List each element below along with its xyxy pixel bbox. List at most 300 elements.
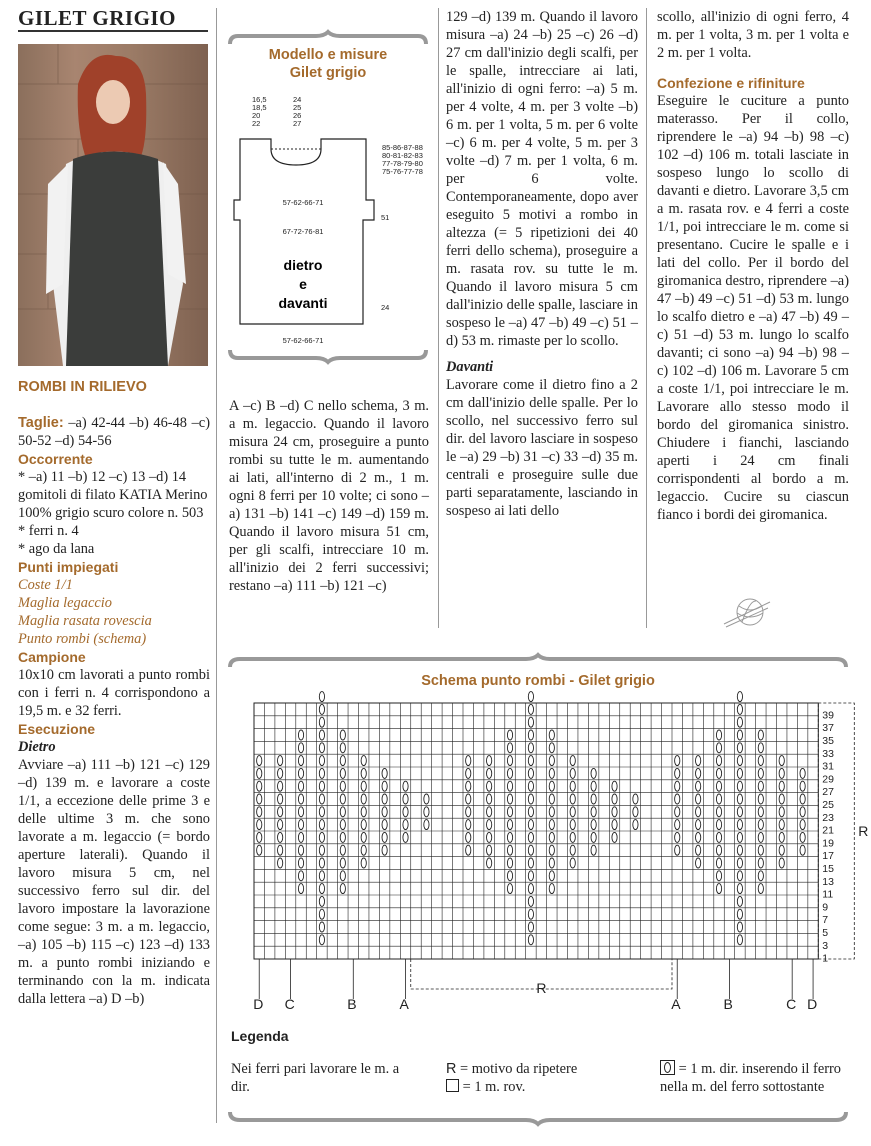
legend-head: Legenda <box>231 1028 289 1044</box>
oval-stitch <box>549 832 554 842</box>
oval-stitch <box>319 845 324 855</box>
oval-stitch <box>737 692 742 702</box>
oval-stitch <box>319 871 324 881</box>
campione-text: 10x10 cm lavorati a punto rombi con i ferri n. 4 corrispondono a 19,5 m. e 32 ferri. <box>18 667 210 719</box>
oval-stitch <box>675 832 680 842</box>
row-label: 31 <box>822 760 834 773</box>
oval-stitch <box>737 768 742 778</box>
oval-stitch <box>528 922 533 932</box>
oval-stitch <box>570 756 575 766</box>
oval-stitch <box>758 845 763 855</box>
oval-stitch <box>319 935 324 945</box>
row-label: 37 <box>822 722 834 735</box>
oval-stitch <box>278 794 283 804</box>
oval-stitch <box>319 832 324 842</box>
oval-stitch <box>779 794 784 804</box>
oval-stitch <box>716 807 721 817</box>
oval-stitch <box>340 820 345 830</box>
stitch-chart <box>232 698 869 1020</box>
model-photo <box>18 44 208 366</box>
oval-stitch <box>591 807 596 817</box>
oval-text: = 1 m. dir. inserendo il ferro nella m. del ferro sottostante <box>660 1061 841 1095</box>
oval-stitch <box>487 756 492 766</box>
row-label: 3 <box>822 939 829 952</box>
oval-stitch <box>257 756 262 766</box>
shoulder-measure: 77-78-79-80 <box>382 159 423 168</box>
oval-stitch <box>528 807 533 817</box>
oval-stitch <box>257 832 262 842</box>
oval-stitch <box>466 781 471 791</box>
oval-stitch <box>487 820 492 830</box>
oval-stitch <box>487 858 492 868</box>
oval-stitch <box>424 794 429 804</box>
oval-stitch <box>591 845 596 855</box>
oval-stitch <box>466 845 471 855</box>
oval-stitch <box>278 820 283 830</box>
oval-stitch <box>549 884 554 894</box>
legend-text: Nei ferri pari lavorare le m. a dir. <box>231 1061 400 1095</box>
oval-stitch <box>696 768 701 778</box>
oval-stitch <box>570 807 575 817</box>
punti-item: Maglia legaccio <box>18 595 112 611</box>
oval-stitch <box>278 768 283 778</box>
oval-stitch <box>298 845 303 855</box>
oval-stitch <box>528 768 533 778</box>
oval-stitch <box>466 768 471 778</box>
oval-stitch <box>549 820 554 830</box>
legend-repeat <box>446 1060 646 1078</box>
oval-stitch <box>257 768 262 778</box>
oval-stitch <box>716 884 721 894</box>
oval-stitch <box>340 845 345 855</box>
oval-stitch <box>528 794 533 804</box>
oval-stitch <box>507 768 512 778</box>
oval-stitch <box>403 794 408 804</box>
oval-stitch <box>528 896 533 906</box>
oval-stitch <box>696 807 701 817</box>
piece-label-2: e <box>299 276 307 292</box>
oval-stitch <box>528 909 533 919</box>
oval-stitch <box>758 794 763 804</box>
oval-stitch <box>737 922 742 932</box>
oval-stitch <box>319 807 324 817</box>
oval-stitch <box>361 832 366 842</box>
oval-stitch <box>361 845 366 855</box>
oval-stitch <box>382 794 387 804</box>
oval-stitch <box>591 832 596 842</box>
oval-stitch <box>257 794 262 804</box>
oval-stitch <box>570 832 575 842</box>
oval-stitch <box>466 832 471 842</box>
oval-stitch <box>737 884 742 894</box>
davanti-head: Davanti <box>446 359 494 375</box>
column-2-text: A –c) B –d) C nello schema, 3 m. a m. legaccio. Quando il lavoro misura 24 cm, proseguire a punto rombi su tutte le m. aumentando ai lati, all'interno di 2 m., 1 m. ogni 8 ferri per 10 volte; ci sono –a) 131 –b) 141 –c) 149 –d) 159 m. Quando il lavoro misura 51 cm, per gli scalfi, intrecciare 10 m. all'inizio dei 2 ferri successivi; restano –a) 111 –b) 121 –c) <box>229 398 429 594</box>
neck-measure-a: 20 <box>252 111 261 120</box>
row-label: 17 <box>822 850 834 863</box>
oval-stitch <box>298 756 303 766</box>
rov-text: = 1 m. rov. <box>462 1079 526 1095</box>
row-label: 7 <box>822 914 829 927</box>
oval-stitch <box>737 781 742 791</box>
oval-stitch <box>466 820 471 830</box>
oval-stitch <box>737 845 742 855</box>
oval-stitch <box>507 781 512 791</box>
oval-stitch <box>716 756 721 766</box>
oval-stitch <box>758 768 763 778</box>
oval-stitch <box>737 807 742 817</box>
oval-stitch <box>298 730 303 740</box>
oval-stitch <box>716 871 721 881</box>
piece-label-1: dietro <box>283 257 323 273</box>
neck-measure-a: 18,5 <box>252 103 267 112</box>
oval-stitch <box>737 896 742 906</box>
oval-stitch <box>257 807 262 817</box>
oval-stitch <box>779 781 784 791</box>
oval-stitch <box>319 717 324 727</box>
oval-stitch <box>528 692 533 702</box>
oval-stitch <box>528 845 533 855</box>
oval-stitch <box>507 820 512 830</box>
dietro-head: Dietro <box>18 739 56 755</box>
row-label: 5 <box>822 927 829 939</box>
oval-stitch <box>403 807 408 817</box>
oval-stitch <box>528 781 533 791</box>
oval-stitch <box>737 935 742 945</box>
oval-stitch <box>298 858 303 868</box>
oval-stitch <box>382 781 387 791</box>
row-label: 33 <box>822 747 834 760</box>
oval-stitch <box>340 794 345 804</box>
oval-stitch <box>507 884 512 894</box>
oval-stitch <box>737 756 742 766</box>
oval-stitch <box>696 832 701 842</box>
oval-stitch <box>758 781 763 791</box>
punti-item: Maglia rasata rovescia <box>18 613 152 629</box>
oval-stitch <box>758 743 763 753</box>
column-letter: A <box>399 996 409 1012</box>
oval-stitch <box>278 781 283 791</box>
oval-stitch <box>340 743 345 753</box>
oval-stitch <box>382 832 387 842</box>
oval-stitch <box>591 781 596 791</box>
bottom-brace <box>226 1110 850 1124</box>
col4-text: scollo, all'inizio di ogni ferro, 4 m. per 1 volta, 3 m. per 1 volta e 2 m. per 1 volta. <box>657 9 849 61</box>
oval-stitch <box>570 820 575 830</box>
page-title: GILET GRIGIO <box>18 6 176 30</box>
oval-stitch <box>278 858 283 868</box>
oval-stitch <box>800 807 805 817</box>
oval-stitch <box>361 807 366 817</box>
oval-stitch <box>528 858 533 868</box>
oval-stitch <box>696 794 701 804</box>
taglie-text: –a) 42-44 –b) 46-48 –c) 50-52 –d) 54-56 <box>18 415 210 449</box>
oval-stitch <box>528 756 533 766</box>
oval-stitch <box>340 832 345 842</box>
oval-stitch <box>340 768 345 778</box>
oval-stitch <box>278 756 283 766</box>
oval-stitch <box>549 858 554 868</box>
confezione-head: Confezione e rifiniture <box>657 75 805 91</box>
oval-stitch <box>319 768 324 778</box>
oval-stitch <box>570 768 575 778</box>
oval-stitch <box>528 743 533 753</box>
taglie-label: Taglie: <box>18 415 64 431</box>
empty-square-icon <box>446 1079 459 1092</box>
oval-stitch <box>675 794 680 804</box>
column-1 <box>18 378 210 1008</box>
oval-stitch <box>340 871 345 881</box>
oval-stitch <box>675 820 680 830</box>
oval-stitch <box>403 820 408 830</box>
oval-stitch <box>779 820 784 830</box>
oval-stitch <box>737 858 742 868</box>
oval-stitch <box>549 730 554 740</box>
column-letter: C <box>284 996 295 1012</box>
oval-stitch <box>298 807 303 817</box>
oval-stitch <box>507 794 512 804</box>
punti-head: Punti impiegati <box>18 559 119 575</box>
oval-stitch <box>507 756 512 766</box>
oval-stitch <box>382 768 387 778</box>
oval-stitch <box>487 768 492 778</box>
column-letter: C <box>786 996 797 1012</box>
oval-stitch <box>675 781 680 791</box>
oval-stitch <box>424 820 429 830</box>
oval-stitch <box>612 794 617 804</box>
oval-stitch <box>507 871 512 881</box>
oval-stitch <box>737 794 742 804</box>
oval-stitch <box>382 845 387 855</box>
oval-stitch <box>319 704 324 714</box>
oval-stitch <box>549 768 554 778</box>
height-24-label: 24 <box>381 303 390 312</box>
column-letter: A <box>671 996 681 1012</box>
col3-text: 129 –d) 139 m. Quando il lavoro misura –a) 24 –b) 25 –c) 26 –d) 27 cm dall'inizio degli scalfi, per le spalle, intrecciare ai lati, all'inizio di ogni ferro: –a) 5 m. per 4 volte, 4 m. per 3 volte –b) 6 m. per 1 volta, 5 m. per 6 volte –c) 6 m. per 4 volte, 5 m. per 3 volte –d) 7 m. per 1 volta, 6 m. per 6 volte. Contemporaneamente, dopo aver eseguito 5 motivi a rombo in altezza (= 5 ripetizioni dei 40 ferri dello schema), proseguire a m. rasata rov. su tutte le m. Quando il lavoro misura 5 cm dall'inizio delle spalle, lasciare in sospeso le –a) 47 –b) 49 –c) 51 –d) 53 m. rimaste per lo scollo. <box>446 9 638 349</box>
oval-stitch <box>716 730 721 740</box>
row-label: 23 <box>822 811 834 824</box>
oval-stitch <box>361 768 366 778</box>
oval-stitch <box>466 794 471 804</box>
model-box-subtitle: Gilet grigio <box>289 65 367 81</box>
oval-stitch <box>528 871 533 881</box>
oval-stitch <box>487 845 492 855</box>
oval-stitch <box>737 743 742 753</box>
shoulder-measure: 80-81-82-83 <box>382 151 423 160</box>
oval-stitch <box>340 884 345 894</box>
oval-stitch <box>758 756 763 766</box>
oval-stitch <box>716 832 721 842</box>
oval-stitch <box>779 756 784 766</box>
oval-stitch <box>298 884 303 894</box>
neck-measure-b: 26 <box>293 111 302 120</box>
oval-stitch <box>570 781 575 791</box>
campione-head: Campione <box>18 649 86 665</box>
oval-stitch <box>319 730 324 740</box>
oval-stitch <box>716 858 721 868</box>
oval-stitch <box>528 717 533 727</box>
oval-stitch <box>612 820 617 830</box>
punti-item: Coste 1/1 <box>18 577 73 593</box>
oval-stitch <box>424 807 429 817</box>
chart-title: Schema punto rombi - Gilet grigio <box>421 673 655 689</box>
row-label: 35 <box>822 735 834 747</box>
oval-stitch <box>737 704 742 714</box>
oval-stitch <box>528 704 533 714</box>
oval-stitch <box>487 794 492 804</box>
oval-stitch <box>675 845 680 855</box>
davanti-text: Lavorare come il dietro fino a 2 cm dall'inizio delle spalle. Per lo scollo, nel successivo ferro sul dir. del lavoro lasciare in sospeso le –a) 29 –b) 31 –c) 33 –d) 35 m. centrali e proseguire sulle due parti separatamente, lasciando in sospeso ai lati dello <box>446 377 638 519</box>
oval-stitch <box>675 807 680 817</box>
oval-stitch <box>340 781 345 791</box>
oval-stitch <box>758 832 763 842</box>
row-label: 27 <box>822 786 834 799</box>
oval-stitch <box>570 794 575 804</box>
oval-stitch <box>319 781 324 791</box>
width-mid-label: 67-72-76-81 <box>282 227 324 236</box>
oval-stitch <box>737 909 742 919</box>
oval-stitch <box>361 794 366 804</box>
oval-stitch <box>612 807 617 817</box>
oval-stitch <box>758 807 763 817</box>
box-bottom-brace <box>226 348 430 362</box>
stitch-name: ROMBI IN RILIEVO <box>18 379 147 395</box>
oval-stitch <box>549 743 554 753</box>
oval-stitch <box>319 820 324 830</box>
oval-stitch <box>298 832 303 842</box>
oval-stitch <box>257 820 262 830</box>
oval-stitch <box>716 794 721 804</box>
title-rule <box>18 30 208 32</box>
oval-stitch <box>549 807 554 817</box>
oval-stitch <box>298 768 303 778</box>
oval-stitch <box>549 756 554 766</box>
oval-stitch <box>549 794 554 804</box>
neck-measure-a: 22 <box>252 119 261 128</box>
oval-stitch <box>591 820 596 830</box>
oval-stitch <box>340 756 345 766</box>
oval-stitch <box>319 756 324 766</box>
repeat-text: = motivo da ripetere <box>460 1061 578 1077</box>
oval-stitch <box>528 820 533 830</box>
oval-stitch <box>298 871 303 881</box>
oval-stitch <box>633 794 638 804</box>
oval-stitch <box>737 717 742 727</box>
oval-stitch <box>549 781 554 791</box>
oval-stitch <box>507 807 512 817</box>
oval-stitch <box>507 743 512 753</box>
oval-stitch <box>340 730 345 740</box>
oval-stitch <box>549 845 554 855</box>
yarn-ball-icon <box>722 596 772 630</box>
oval-stitch <box>737 832 742 842</box>
model-box <box>226 32 430 362</box>
oval-stitch <box>466 756 471 766</box>
row-label: 21 <box>822 824 834 837</box>
column-4 <box>657 8 849 524</box>
repeat-span-label: R <box>536 980 547 996</box>
width-upper-label: 57-62-66-71 <box>282 198 324 207</box>
oval-stitch <box>696 756 701 766</box>
oval-stitch <box>570 845 575 855</box>
oval-stitch <box>528 832 533 842</box>
oval-stitch <box>633 820 638 830</box>
neck-measure-b: 24 <box>293 95 302 104</box>
oval-stitch <box>758 858 763 868</box>
legend-oval <box>660 1060 850 1096</box>
oval-stitch <box>696 845 701 855</box>
oval-stitch <box>319 909 324 919</box>
oval-stitch <box>487 832 492 842</box>
oval-stitch <box>298 820 303 830</box>
oval-stitch <box>466 807 471 817</box>
row-label: 29 <box>822 773 834 786</box>
confezione-text: Eseguire le cuciture a punto materasso. Per il collo, riprendere le –a) 94 –b) 98 –c) 102 –d) 106 m. totali lasciate in sospeso lungo lo scollo di davanti e dietro. Lavorare 3,5 cm a m. rasata rov. e 4 ferri a coste 1/1, poi intrecciare le m. come si presentano. Cucire le spalle e i lati del collo. Per il bordo del giromanica destro, riprendere –a) 47 –b) 49 –c) 51 –d) 53 m. lungo lo scalfo dietro e –a) 47 –b) 49 –c) 51 –d) 53 m. lungo lo scalfo davanti; ci sono –a) 94 –b) 98 –c) 102 –d) 106 m. Lavorare 5 cm a coste 1/1, poi intrecciare le m. Lavorare allo stesso modo il bordo del giromanica sinistro. Chiudere i fianchi, lasciando aperti i 24 cm finali corrispondenti al bordo a m. legaccio. Cucire su ciascun fianco i bordi dei giromanica. <box>657 93 849 523</box>
oval-stitch <box>737 730 742 740</box>
model-box-title: Modello e misure <box>268 47 388 63</box>
oval-stitch <box>361 756 366 766</box>
column-divider <box>216 8 217 1123</box>
neck-measure-b: 27 <box>293 119 302 128</box>
oval-stitch <box>361 858 366 868</box>
oval-stitch <box>758 820 763 830</box>
column-letter: D <box>253 996 264 1012</box>
oval-stitch <box>570 858 575 868</box>
oval-stitch <box>696 781 701 791</box>
dietro-text: Avviare –a) 111 –b) 121 –c) 129 –d) 139 m. e lavorare a coste 1/1, a eccezione delle prime 3 e delle ultime 3 m. che sono lavorate a m. legaccio (= bordo aperture laterali). Quando il lavoro misura 5 cm, nel successivo ferro sul dir. del lavoro impostare la lavorazione come segue: 3 m. a m. legaccio, –a) 105 –b) 115 –c) 123 –d) 133 m. a punto rombi iniziando e terminando con la m. indicata dalla lettera –a) D –b) <box>18 757 210 1007</box>
oval-stitch <box>716 820 721 830</box>
chart-top-brace <box>226 655 850 669</box>
column-letter: B <box>723 996 733 1012</box>
row-label: 25 <box>822 799 834 811</box>
oval-stitch <box>737 871 742 881</box>
oval-stitch <box>696 858 701 868</box>
oval-stitch <box>403 832 408 842</box>
oval-stitch <box>675 768 680 778</box>
column-letter: D <box>807 996 818 1012</box>
oval-stitch <box>716 743 721 753</box>
column-3 <box>446 8 638 520</box>
oval-stitch <box>591 794 596 804</box>
oval-stitch <box>298 794 303 804</box>
oval-stitch-icon <box>660 1060 675 1075</box>
oval-stitch <box>382 820 387 830</box>
oval-stitch <box>319 794 324 804</box>
oval-stitch <box>716 781 721 791</box>
oval-stitch <box>737 820 742 830</box>
oval-stitch <box>675 756 680 766</box>
oval-stitch <box>257 781 262 791</box>
oval-stitch <box>487 807 492 817</box>
oval-stitch <box>507 858 512 868</box>
column-divider <box>438 8 439 628</box>
legend-rov <box>446 1078 646 1096</box>
row-label: 9 <box>822 901 829 914</box>
shoulder-measure: 75-76-77-78 <box>382 167 423 176</box>
oval-stitch <box>800 832 805 842</box>
neck-measure-a: 16,5 <box>252 95 267 104</box>
oval-stitch <box>507 832 512 842</box>
occorrente-head: Occorrente <box>18 451 93 467</box>
esecuzione-head: Esecuzione <box>18 721 96 737</box>
oval-stitch <box>278 832 283 842</box>
oval-stitch <box>549 871 554 881</box>
oval-stitch <box>779 845 784 855</box>
piece-label-3: davanti <box>278 295 328 311</box>
oval-stitch <box>758 730 763 740</box>
oval-stitch <box>716 768 721 778</box>
row-label: 39 <box>822 709 834 722</box>
repeat-letter: R <box>858 823 869 839</box>
